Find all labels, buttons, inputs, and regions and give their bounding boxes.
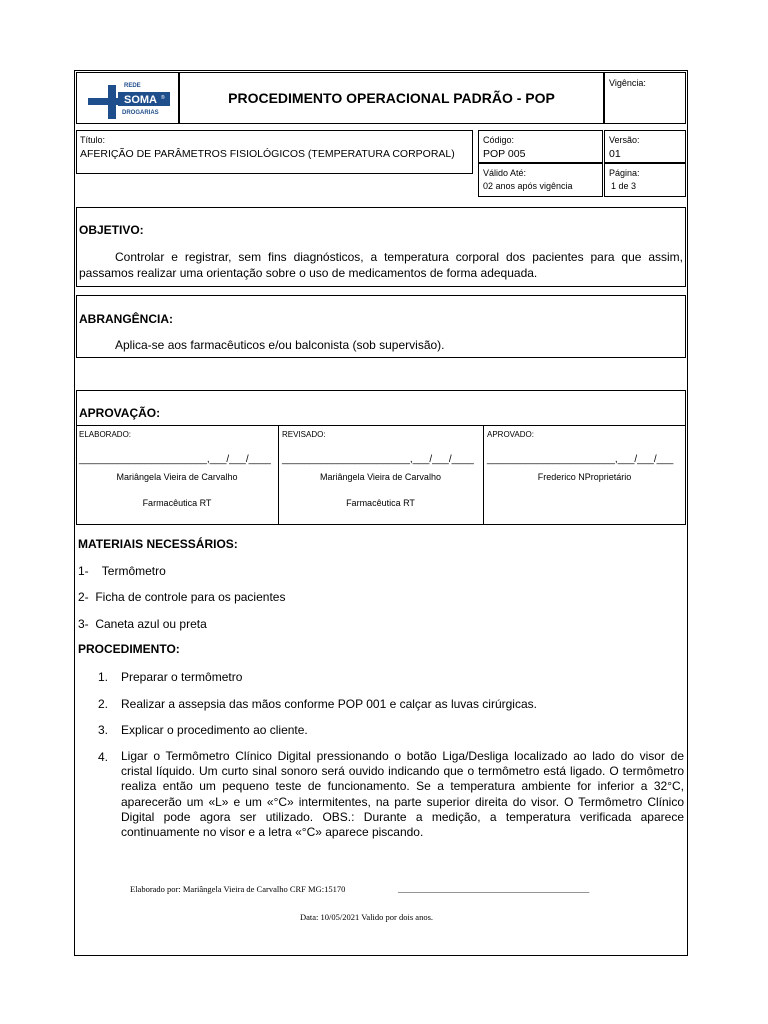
versao-value: 01 (609, 148, 621, 160)
revisado-role: Farmacêutica RT (346, 498, 415, 508)
aprovacao-section (76, 390, 686, 525)
page-title: PROCEDIMENTO OPERACIONAL PADRÃO - POP (228, 90, 555, 106)
footer-signature-line: _____________________________________________ (398, 884, 590, 894)
step-3-number: 3. (98, 723, 109, 737)
revisado-name: Mariângela Vieira de Carvalho (320, 472, 441, 482)
abrangencia-text: Aplica-se aos farmacêuticos e/ou balconista (sob supervisão). (115, 338, 445, 352)
aprovacao-col-elaborado (77, 425, 279, 524)
aprovacao-col-aprovado (484, 425, 685, 524)
logo-cell (76, 72, 179, 124)
codigo-label: Código: (483, 135, 515, 145)
valido-label: Válido Até: (483, 168, 527, 178)
revisado-label: REVISADO: (282, 430, 326, 439)
codigo-value: POP 005 (483, 148, 526, 160)
codigo-cell (478, 130, 603, 163)
titulo-cell (76, 130, 473, 174)
aprovado-signature-line: _______________________,___/___/___ (487, 454, 674, 465)
procedimento-title: PROCEDIMENTO: (78, 642, 180, 656)
step-3-text: Explicar o procedimento ao cliente. (121, 723, 308, 737)
pagina-label: Página: (609, 168, 640, 178)
logo-sub-text: DROGARIAS (122, 110, 159, 116)
abrangencia-section (76, 295, 686, 358)
logo-registered-mark: ® (161, 95, 165, 101)
titulo-value: AFERIÇÃO DE PARÂMETROS FISIOLÓGICOS (TEMPERATURA CORPORAL) (80, 148, 455, 160)
versao-label: Versão: (609, 135, 640, 145)
elaborado-label: ELABORADO: (79, 430, 132, 439)
pagina-cell (604, 163, 686, 197)
valido-cell (478, 163, 603, 197)
logo-brand-text: SOMA (124, 94, 157, 106)
vigencia-label: Vigência: (609, 78, 646, 88)
objetivo-text: Controlar e registrar, sem fins diagnósticos, a temperatura corporal dos pacientes para que assim, passamos realizar uma orientação sobre o uso de medicamentos de forma adequada. (79, 250, 683, 280)
objetivo-section (76, 207, 686, 287)
pagina-value: 1 de 3 (611, 181, 637, 191)
step-2-text: Realizar a assepsia das mãos conforme POP 001 e calçar as luvas cirúrgicas. (121, 697, 537, 711)
step-4-text: Ligar o Termômetro Clínico Digital pressionando o botão Liga/Desliga localizado ao lado do visor de cristal líquido. Um curto sinal sonoro será ouvido indicando que o termômetro está ligado. O termômetro realiza então um pequeno teste de funcionamento. Se a temperatura ambiente for inferior a 32°C, aparecerão um «L» e um «°C» intermitentes, na parte superior direita do visor. O Termômetro Clínico Digital pode agora ser utilizado. OBS.: Durante a medição, a temperatura verificada aparece continuamente no visor e a letra «°C» aparece piscando. (121, 749, 684, 840)
abrangencia-title: ABRANGÊNCIA: (79, 312, 173, 326)
step-1-text: Preparar o termômetro (121, 670, 243, 684)
objetivo-title: OBJETIVO: (79, 223, 144, 237)
footer-data: Data: 10/05/2021 Valido por dois anos. (300, 912, 433, 922)
aprovacao-title: APROVAÇÃO: (79, 406, 161, 420)
materiais-item-3: 3- Caneta azul ou preta (78, 617, 207, 631)
footer-elaborado: Elaborado por: Mariângela Vieira de Carvalho CRF MG:15170 (130, 884, 346, 894)
titulo-label: Título: (80, 135, 106, 145)
elaborado-role: Farmacêutica RT (142, 498, 212, 508)
elaborado-name: Mariângela Vieira de Carvalho (116, 472, 238, 482)
aprovado-name: Frederico NProprietário (537, 472, 632, 482)
aprovado-label: APROVADO: (487, 430, 534, 439)
materiais-title: MATERIAIS NECESSÁRIOS: (78, 537, 238, 551)
materiais-item-1: 1- Termômetro (78, 564, 166, 578)
versao-cell (604, 130, 686, 163)
vigencia-cell (604, 72, 686, 124)
step-1-number: 1. (98, 670, 109, 684)
step-2-number: 2. (98, 697, 109, 711)
revisado-signature-line: _______________________,___/___/____ (282, 454, 474, 465)
step-4-number: 4. (98, 750, 109, 764)
title-cell (179, 72, 604, 124)
elaborado-signature-line: _______________________,___/___/____ (79, 454, 271, 465)
aprovacao-col-revisado (279, 425, 484, 524)
materiais-item-2: 2- Ficha de controle para os pacientes (78, 590, 286, 604)
soma-logo (78, 73, 178, 123)
valido-value: 02 anos após vigência (483, 181, 573, 191)
logo-rede-text: REDE (124, 83, 141, 89)
